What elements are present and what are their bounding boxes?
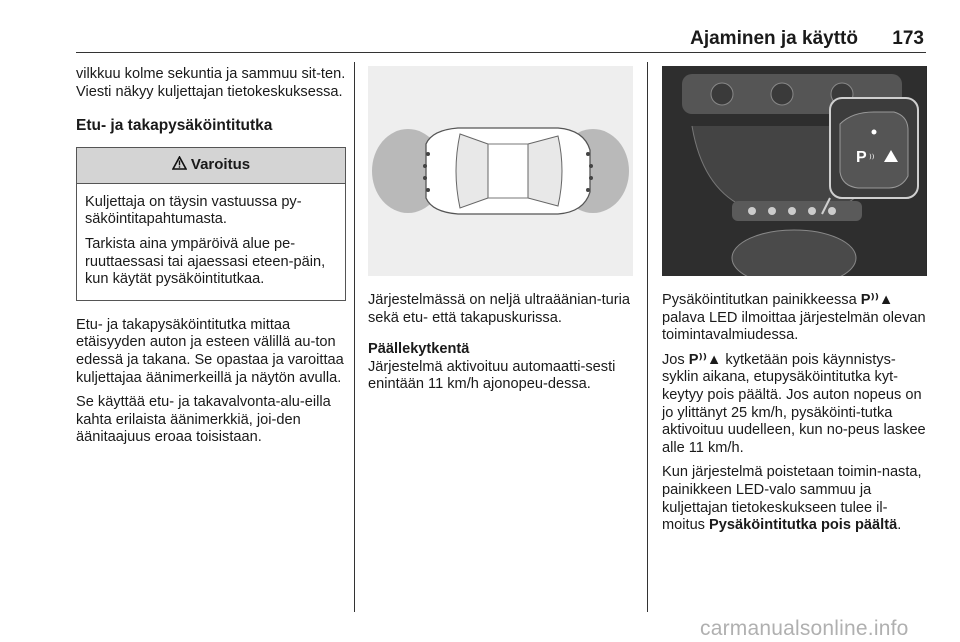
body-paragraph: Kun järjestelmä poistetaan toimin-nasta, painikkeen LED-valo sammuu ja kuljettajan tietokeskukseen tulee il-moitus Pysäköintitutka pois päältä. [662, 464, 922, 534]
body-paragraph: Järjestelmä aktivoituu automaatti-sesti enintään 11 km/h ajonopeu-dessa. [368, 358, 616, 393]
column-divider [354, 62, 355, 612]
header-rule [76, 52, 926, 53]
warning-triangle-icon [172, 156, 187, 175]
chapter-title: Ajaminen ja käyttö [690, 28, 858, 49]
car-parking-sensors-illustration [368, 66, 633, 276]
page-header [76, 28, 926, 50]
watermark: carmanualsonline.info [700, 617, 909, 640]
warning-text: Tarkista aina ympäröivä alue pe-ruuttaessasi tai ajaessasi eteen-päin, kun käytät pysäköintitutkaa. [85, 235, 326, 288]
column-divider [647, 62, 648, 612]
figure-caption: Järjestelmässä on neljä ultraäänian-turia sekä etu- että takapuskurissa. [368, 292, 631, 326]
body-paragraph: Pysäköintitutkan painikkeessa P⁾⁾▲ palava LED ilmoittaa järjestelmän olevan toimintavalmiudessa. [662, 292, 926, 344]
warning-header [77, 148, 345, 184]
svg-text:⁾⁾: ⁾⁾ [869, 153, 875, 165]
svg-text:P: P [856, 149, 867, 166]
warning-box [76, 147, 346, 301]
body-paragraph: Se käyttää etu- ja takavalvonta-alu-eilla kahta erilaista äänimerkkiä, joi-den äänitaajuus eroaa toisistaan. [76, 394, 331, 446]
section-title: Etu- ja takapysäköintitutka [76, 117, 273, 135]
subsection-title: Päällekytkentä [368, 341, 470, 358]
warning-text: Kuljettaja on täysin vastuussa py-säköintitapahtumasta. [85, 193, 302, 228]
intro-text: vilkkuu kolme sekuntia ja sammuu sit-ten. Viesti näkyy kuljettajan tietokeskuksessa. [76, 66, 346, 100]
message-text: Pysäköintitutka pois päältä [709, 517, 898, 534]
parking-assist-button-illustration [662, 66, 927, 276]
column-2 [368, 66, 633, 401]
column-3 [662, 66, 926, 542]
parking-assist-symbol: P⁾⁾▲ [860, 292, 894, 308]
page-number: 173 [892, 28, 924, 49]
body-paragraph: Etu- ja takapysäköintitutka mittaa etäisyyden auton ja esteen välillä au-ton edessä ja takana. Se opastaa ja varoittaa kuljettajaa äänimerkeillä ja näytön avulla. [76, 316, 344, 386]
column-1 [76, 66, 346, 454]
warning-title: Varoitus [190, 156, 251, 174]
parking-assist-symbol: P⁾⁾▲ [688, 351, 722, 368]
body-paragraph: Jos P⁾⁾▲ kytketään pois käynnistys-syklin aikana, etupysäköintitutka kyt-keytyy pois päältä. Jos auton nopeus on jo ylittänyt 25 km/h, pysäköinti-tutka aktivoituu uudelleen, kun no-peus laskee alle 11 km/h. [662, 351, 926, 456]
